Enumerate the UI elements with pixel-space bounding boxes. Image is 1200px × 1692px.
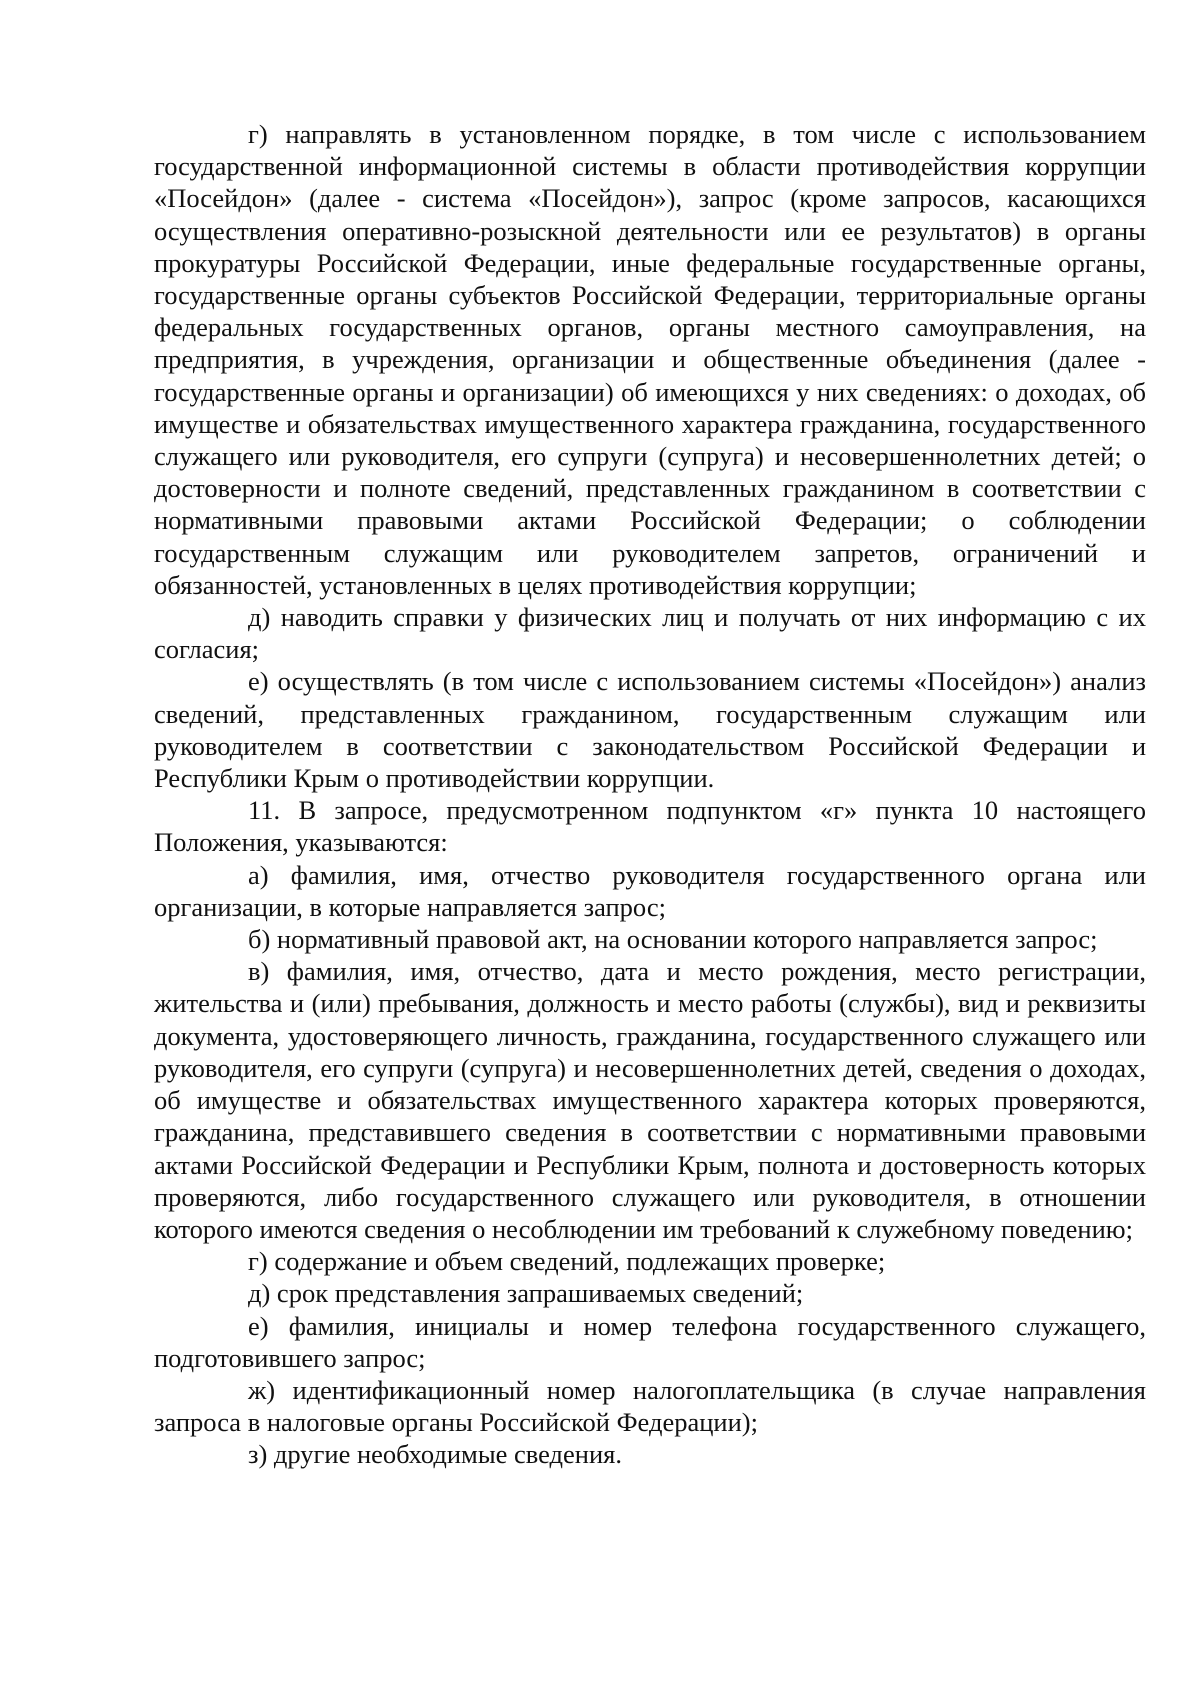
paragraph-item-e: е) осуществлять (в том числе с использованием системы «Посейдон») анализ сведений, представленных гражданином, государственным служащим или руководителем в соответствии с законодательством Российской Федерации и Республики Крым о противодействии коррупции. [154,666,1146,794]
document-body [154,118,1146,1471]
paragraph-item-e2: е) фамилия, инициалы и номер телефона государственного служащего, подготовившего запрос; [154,1310,1146,1373]
paragraph-clause-11: 11. В запросе, предусмотренном подпунктом «г» пункта 10 настоящего Положения, указываются: [154,795,1146,858]
paragraph-item-zh: ж) идентификационный номер налогоплательщика (в случае направления запроса в налоговые органы Российской Федерации); [154,1374,1146,1438]
paragraph-item-d2: д) срок представления запрашиваемых сведений; [248,1278,804,1309]
paragraph-item-z: з) другие необходимые сведения. [248,1439,622,1470]
paragraph-item-d: д) наводить справки у физических лиц и получать от них информацию с их согласия; [154,602,1146,665]
paragraph-item-b: б) нормативный правовой акт, на основании которого направляется запрос; [248,924,1098,955]
paragraph-item-v: в) фамилия, имя, отчество, дата и место рождения, место регистрации, жительства и (или) пребывания, должность и место работы (службы), вид и реквизиты документа, удостоверяющего личность, гражданина, государственного служащего или руководителя, его супруги (супруга) и несовершеннолетних детей, сведения о доходах, об имуществе и обязательствах имущественного характера которых проверяются, гражданина, представившего сведения в соответствии с нормативными правовыми актами Российской Федерации и Республики Крым, полнота и достоверность которых проверяются, либо государственного служащего или руководителя, в отношении которого имеются сведения о несоблюдении им требований к служебному поведению; [154,956,1146,1244]
paragraph-item-a: а) фамилия, имя, отчество руководителя государственного органа или организации, в которые направляется запрос; [154,859,1146,922]
paragraph-item-g2: г) содержание и объем сведений, подлежащих проверке; [248,1246,886,1277]
paragraph-item-g: г) направлять в установленном порядке, в том числе с использованием государственной информационной системы в области противодействия коррупции «Посейдон» (далее - система «Посейдон»), запрос (кроме запросов, касающихся осуществления оперативно-розыскной деятельности или ее результатов) в органы прокуратуры Российской Федерации, иные федеральные государственные органы, государственные органы субъектов Российской Федерации, территориальные органы федеральных государственных органов, органы местного самоуправления, на предприятия, в учреждения, организации и общественные объединения (далее - государственные органы и организации) об имеющихся у них сведениях: о доходах, об имуществе и обязательствах имущественного характера гражданина, государственного служащего или руководителя, его супруги (супруга) и несовершеннолетних детей; о достоверности и полноте сведений, представленных гражданином в соответствии с нормативными правовыми актами Российской Федерации; о соблюдении государственным служащим или руководителем запретов, ограничений и обязанностей, установленных в целях противодействия коррупции; [154,119,1146,600]
